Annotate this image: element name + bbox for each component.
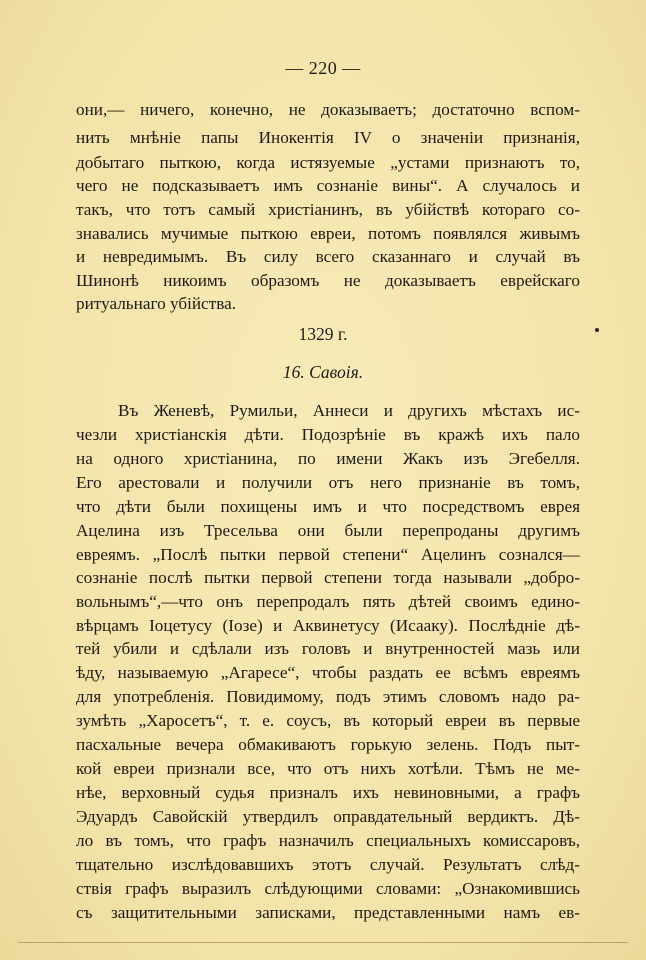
text-line: они,— ничего, конечно, не доказываетъ; достаточно вспом- [76, 100, 580, 119]
text-line: вольнымъ“,—что онъ перепродалъ пять дѣтей своимъ едино- [76, 592, 580, 611]
text-line: зумѣть „Харосетъ“, т. е. соусъ, въ который евреи въ первые [76, 711, 580, 730]
text-line: тщательно изслѣдовавшихъ этотъ случай. Результатъ слѣд- [76, 855, 580, 874]
ink-dot [595, 328, 599, 332]
text-line: тей убили и сдѣлали изъ головъ и внутренностей мазь или [76, 639, 580, 658]
text-line: кой евреи признали все, что отъ нихъ хотѣли. Тѣмъ не ме- [76, 759, 580, 778]
text-line: ѣду, называемую „Агаресе“, чтобы раздать ее всѣмъ евреямъ [76, 663, 580, 682]
text-line: что дѣти были похищены имъ и что посредствомъ еврея [76, 497, 580, 516]
text-line: вѣрцамъ Іоцетусу (Іозе) и Аквинетусу (Исааку). Послѣдніе дѣ- [76, 616, 580, 635]
text-line: съ защитительными записками, представленными намъ ев- [76, 903, 580, 922]
text-line: добытаго пыткою, когда истязуемые „устами признаютъ то, [76, 153, 580, 172]
text-line: ствія графъ выразилъ слѣдующими словами: „Ознакомившись [76, 879, 580, 898]
text-line: чезли христіанскія дѣти. Подозрѣніе въ кражѣ ихъ пало [76, 425, 580, 444]
text-line: и невредимымъ. Въ силу всего сказаннаго и случай въ [76, 247, 580, 266]
text-line: Эдуардъ Савойскій утвердилъ оправдательный вердиктъ. Дѣ- [76, 807, 580, 826]
text-line: евреямъ. „Послѣ пытки первой степени“ Ацелинъ сознался— [76, 545, 580, 564]
page-number: — 220 — [285, 58, 361, 78]
text-line: такъ, что тотъ самый христіанинъ, въ убійствѣ котораго со- [76, 200, 580, 219]
text-line: пасхальные вечера обмакиваютъ горькую зелень. Подъ пыт- [76, 735, 580, 754]
bottom-rule [18, 942, 628, 943]
text-line: ритуальнаго убійства. [76, 294, 237, 313]
text-line: на одного христіанина, по имени Жакъ изъ Эгебелля. [76, 449, 580, 468]
text-line: Его арестовали и получили отъ него признаніе въ томъ, [76, 473, 580, 492]
text-line: сознаніе послѣ пытки первой степени тогда называли „добро- [76, 568, 580, 587]
section-heading: 16. Савоія. [282, 362, 364, 382]
text-line: нѣе, верховный судья призналъ ихъ невиновными, а графъ [76, 783, 580, 802]
text-line: Ацелина изъ Тресельва они были перепроданы другимъ [76, 521, 580, 540]
text-line: чего не подсказываетъ имъ сознаніе вины“. А случалось и [76, 176, 580, 195]
text-line: нить мнѣніе папы Инокентія IV о значеніи признанія, [76, 128, 580, 147]
text-line: Въ Женевѣ, Румильи, Аннеси и другихъ мѣстахъ ис- [118, 401, 580, 420]
text-line: Шинонѣ никоимъ образомъ не доказываетъ еврейскаго [76, 271, 580, 290]
text-line: ло въ томъ, что графъ назначилъ специальныхъ комиссаровъ, [76, 831, 580, 850]
text-line: для употребленія. Повидимому, подъ этимъ словомъ надо ра- [76, 687, 580, 706]
text-line: знавались мучимые пыткою евреи, потомъ появлялся живымъ [76, 224, 580, 243]
section-year: 1329 г. [298, 324, 348, 344]
